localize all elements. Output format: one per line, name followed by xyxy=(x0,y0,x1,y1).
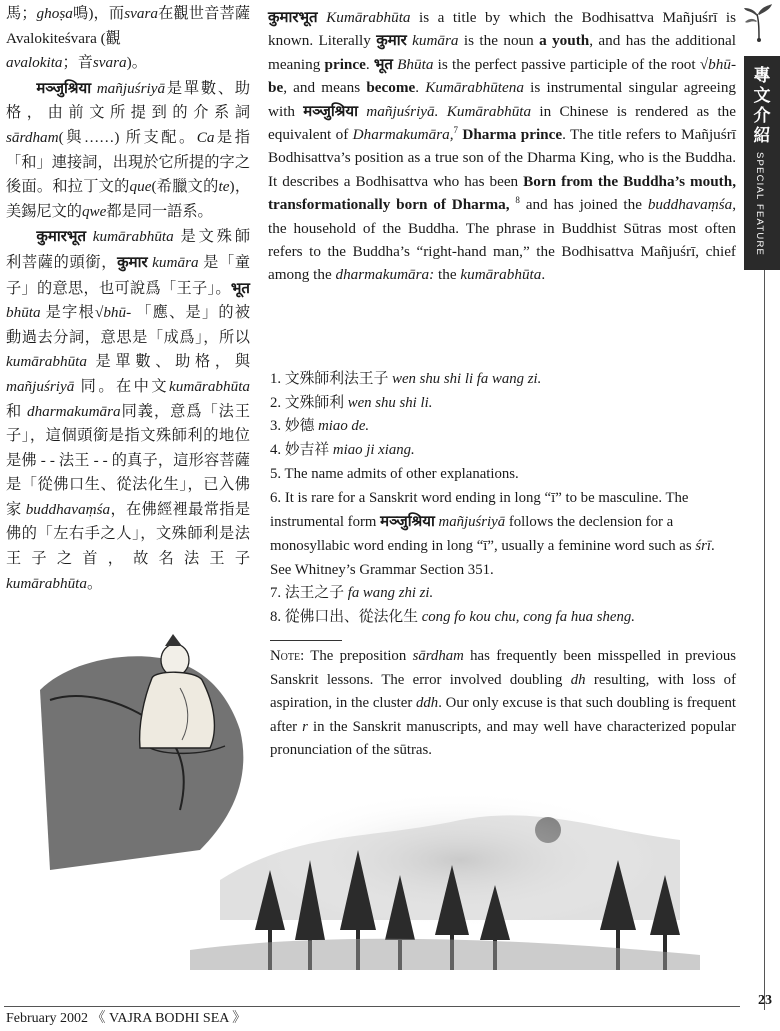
footnote-ref-8: 8 xyxy=(515,195,520,206)
footnote-list xyxy=(270,368,736,630)
footnote-item: 2. 文殊師利 wen shu shi li. xyxy=(270,394,433,411)
footer-rule xyxy=(4,1006,740,1007)
editor-note: Note: The preposition sārdham has frequently been misspelled in previous Sanskrit lessons. The error involved doubling dh resulting, with loss of aspiration, in the cluster ddh. Our only excuse is that such doubling is frequent after r in the Sanskrit manuscripts, and may well have characterized popular pronunciation of the sūtras. xyxy=(270,648,737,759)
devanagari-term: मञ्जुश्रिया xyxy=(36,78,92,97)
footer-issue: February 2002 《 VAJRA BODHI SEA 》 xyxy=(6,1011,247,1026)
footnote-item: 4. 妙吉祥 miao ji xiang. xyxy=(270,442,415,459)
cn-paragraph-3: कुमारभूत kumārabhūta 是文殊師利菩薩的頭銜，कुमार kumāra 是「童子」的意思，也可說爲「王子」。भूत bhūta 是字根√bhū- 「應、是」的被動過去分詞，意思是「成爲」，所以 kumārabhūta 是單數、助格，與 mañjuśriyā 同。在中文kumārabhūta和 dharmakumāra同義，意爲「法王子」，這個頭銜是指文殊師利的地位是佛 - - 法王 - - 的真子，這形容菩薩是「從佛口生、從法化生」，已入佛家 buddhavaṃśa，在佛經裡最常指是佛的「左右手之人」，文殊師利是法王子之首，故名法王子 kumārabhūta。 xyxy=(6,227,251,592)
sidebar-chinese-title: 專 文 介 紹 xyxy=(753,66,771,146)
sidebar-english-title: SPECIAL FEATURE xyxy=(754,152,765,257)
footnote-ref-7: 7 xyxy=(453,124,458,135)
footnote-item: 3. 妙德 miao de. xyxy=(270,418,370,435)
footnote-item: 8. 從佛口出、從法化生 cong fo kou chu, cong fa hua sheng. xyxy=(270,609,635,626)
cn-paragraph-1: 馬；ghoṣa鳴)，而svara在觀世音菩薩 Avalokiteśvara (觀 avalokita；音svara)。 xyxy=(6,5,251,72)
english-column xyxy=(268,6,736,287)
cn-paragraph-2: मञ्जुश्रिया mañjuśriyā是單數、助格，由前文所提到的介系詞sārdham(與……) 所支配。Ca是指「和」連接詞，出現於它所提的字之後面。和拉丁文的que(希臘文的te)，美錫尼文的qwe都是同一語系。 xyxy=(6,78,251,220)
ink-painting-illustration xyxy=(40,630,740,980)
devanagari-term: कुमार xyxy=(376,31,407,50)
devanagari-term: मञ्जुश्रिया xyxy=(380,512,435,531)
devanagari-term: भूत xyxy=(230,278,250,297)
section-sidebar xyxy=(744,56,780,270)
devanagari-term: कुमार xyxy=(117,252,148,271)
footnote-item: 6. It is rare for a Sanskrit word ending in long “ī” to be masculine. The instrumental form मञ्जुश्रिया mañjuśriyā follows the declension for a monosyllabic word ending in long “ī”, usually a feminine word such as śrī. See Whitney’s Grammar Section 351. xyxy=(270,489,715,578)
note-label: Note: xyxy=(270,648,305,664)
en-paragraph: कुमारभूत Kumārabhūta is a title by which the Bodhisattva Mañjuśrī is known. Literally कुमार kumāra is the noun a youth, and has the additional meaning prince. भूत Bhūta is the perfect passive participle of the root √bhū- be, and means become. Kumārabhūtena is instrumental singular agreeing with मञ्जुश्रिया mañjuśriyā. Kumārabhūta in Chinese is rendered as the equivalent of Dharmakumāra,$^7$ Dharma prince. The title refers to Mañjuśrī Bodhisattva’s position as a true son of the Dharma King, who is the Buddha. It describes a Bodhisattva who has been Born from the Buddha’s mouth, transformationally born of Dharma, $^8$ and has joined the buddhavaṃśa, the household of the Buddha. The phrase in Buddhist Sūtras most often refers to the Buddha’s “right-hand man,” the Bodhisattva Mañjuśrī, chief among the dharmakumāra: the kumārabhūta. xyxy=(268,8,737,284)
devanagari-term: भूत xyxy=(373,54,393,73)
footnote-item: 1. 文殊師利法王子 wen shu shi li fa wang zi. xyxy=(270,371,542,387)
footnote-item: 7. 法王之子 fa wang zhi zi. xyxy=(270,585,434,602)
footnote-item: 5. The name admits of other explanations. xyxy=(270,465,519,482)
lotus-ornament-icon xyxy=(742,2,776,42)
devanagari-term: कुमारभूत xyxy=(268,8,318,26)
chinese-column xyxy=(6,2,250,596)
devanagari-term: कुमारभूत xyxy=(36,227,86,246)
sidebar-rule xyxy=(764,270,765,1010)
page-number: 23 xyxy=(758,993,772,1008)
devanagari-term: मञ्जुश्रिया xyxy=(303,101,358,120)
